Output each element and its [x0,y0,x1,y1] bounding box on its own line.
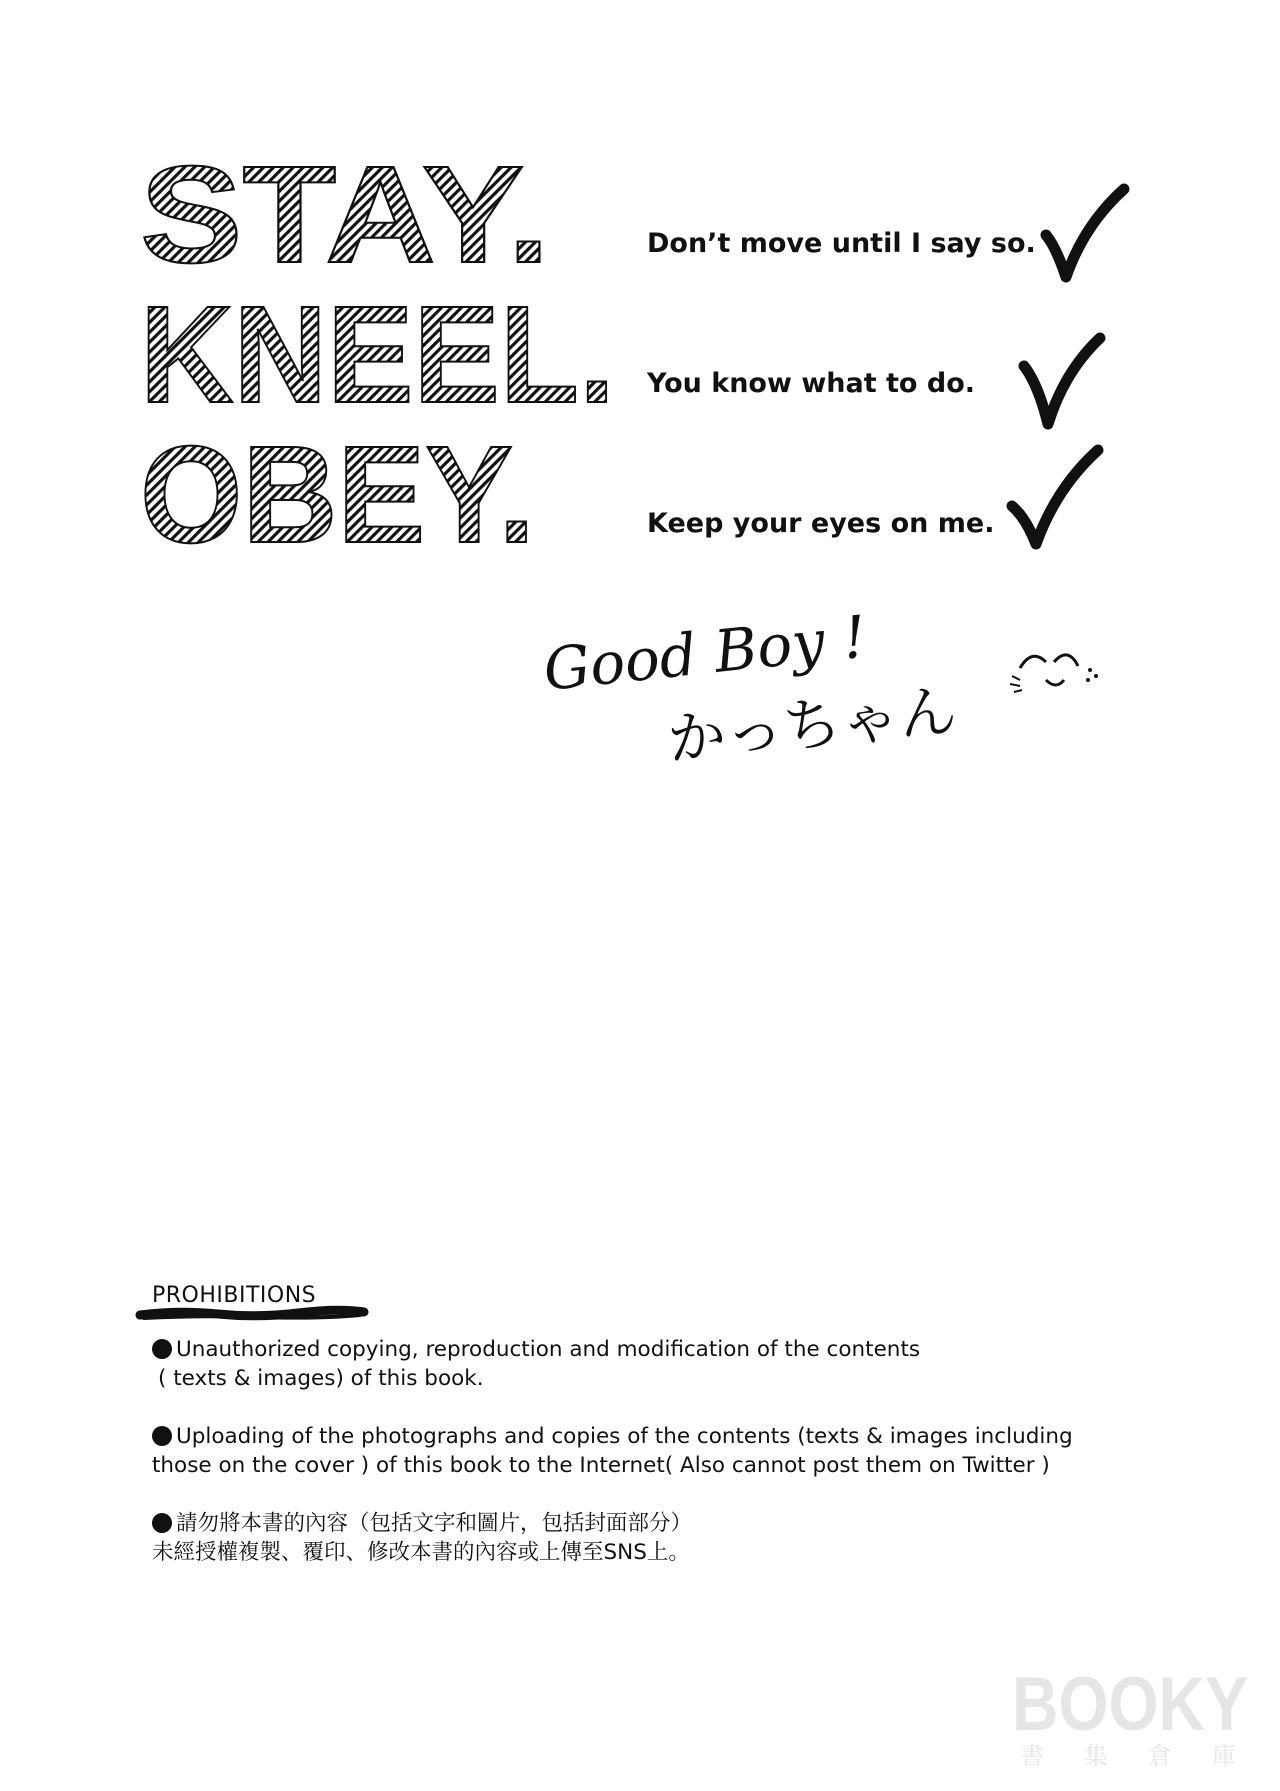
rule-3-line-1: 請勿將本書的內容（包括文字和圖片，包括封面部分） [176,1511,693,1536]
prohibition-rule-3 [152,1509,1152,1567]
booky-watermark-logo [1012,1660,1252,1770]
instruction-obey: Keep your eyes on me. [647,508,995,539]
big-word-stay [140,138,700,292]
watermark-subtitle: 書 集 倉 庫 [1020,1742,1236,1770]
big-word-obey [140,418,700,572]
watermark-logo-text: BOOKY [1012,1662,1248,1747]
rule-1-line-2: ( texts & images) of this book. [158,1366,484,1391]
prohibition-rule-1 [152,1335,1152,1393]
handwriting-name: かっちゃん [664,675,960,774]
big-word-stay-text: STAY. [140,138,550,292]
check-mark-icon [1018,332,1108,432]
handwritten-signoff [530,602,1130,790]
rule-1-line-1: Unauthorized copying, reproduction and modification of the contents [176,1337,921,1362]
bullet-icon [152,1426,172,1446]
rule-2-line-1: Uploading of the photographs and copies of the contents (texts & images including [176,1424,1073,1449]
check-mark-icon [1040,185,1130,285]
rule-2-line-2: those on the cover ) of this book to the Internet( Also cannot post them on Twitter ) [152,1453,1050,1478]
bullet-icon [152,1339,172,1359]
instruction-kneel: You know what to do. [647,368,975,399]
instruction-stay: Don’t move until I say so. [647,228,1036,259]
blushing-face-doodle-icon [1010,655,1098,692]
prohibitions-title: PROHIBITIONS [152,1283,317,1308]
handwriting-good-boy: Good Boy ! [540,602,870,704]
big-word-kneel-text: KNEEL. [140,278,615,432]
rule-3-line-2: 未經授權複製、覆印、修改本書的內容或上傳至SNS上。 [152,1540,690,1565]
big-word-obey-text: OBEY. [140,418,535,572]
scribble-underline [138,1306,368,1322]
check-mark-icon [1006,444,1106,554]
bullet-icon [152,1513,172,1533]
prohibitions-section [152,1283,1152,1308]
prohibition-rule-2 [152,1422,1152,1480]
big-word-kneel [140,278,780,432]
